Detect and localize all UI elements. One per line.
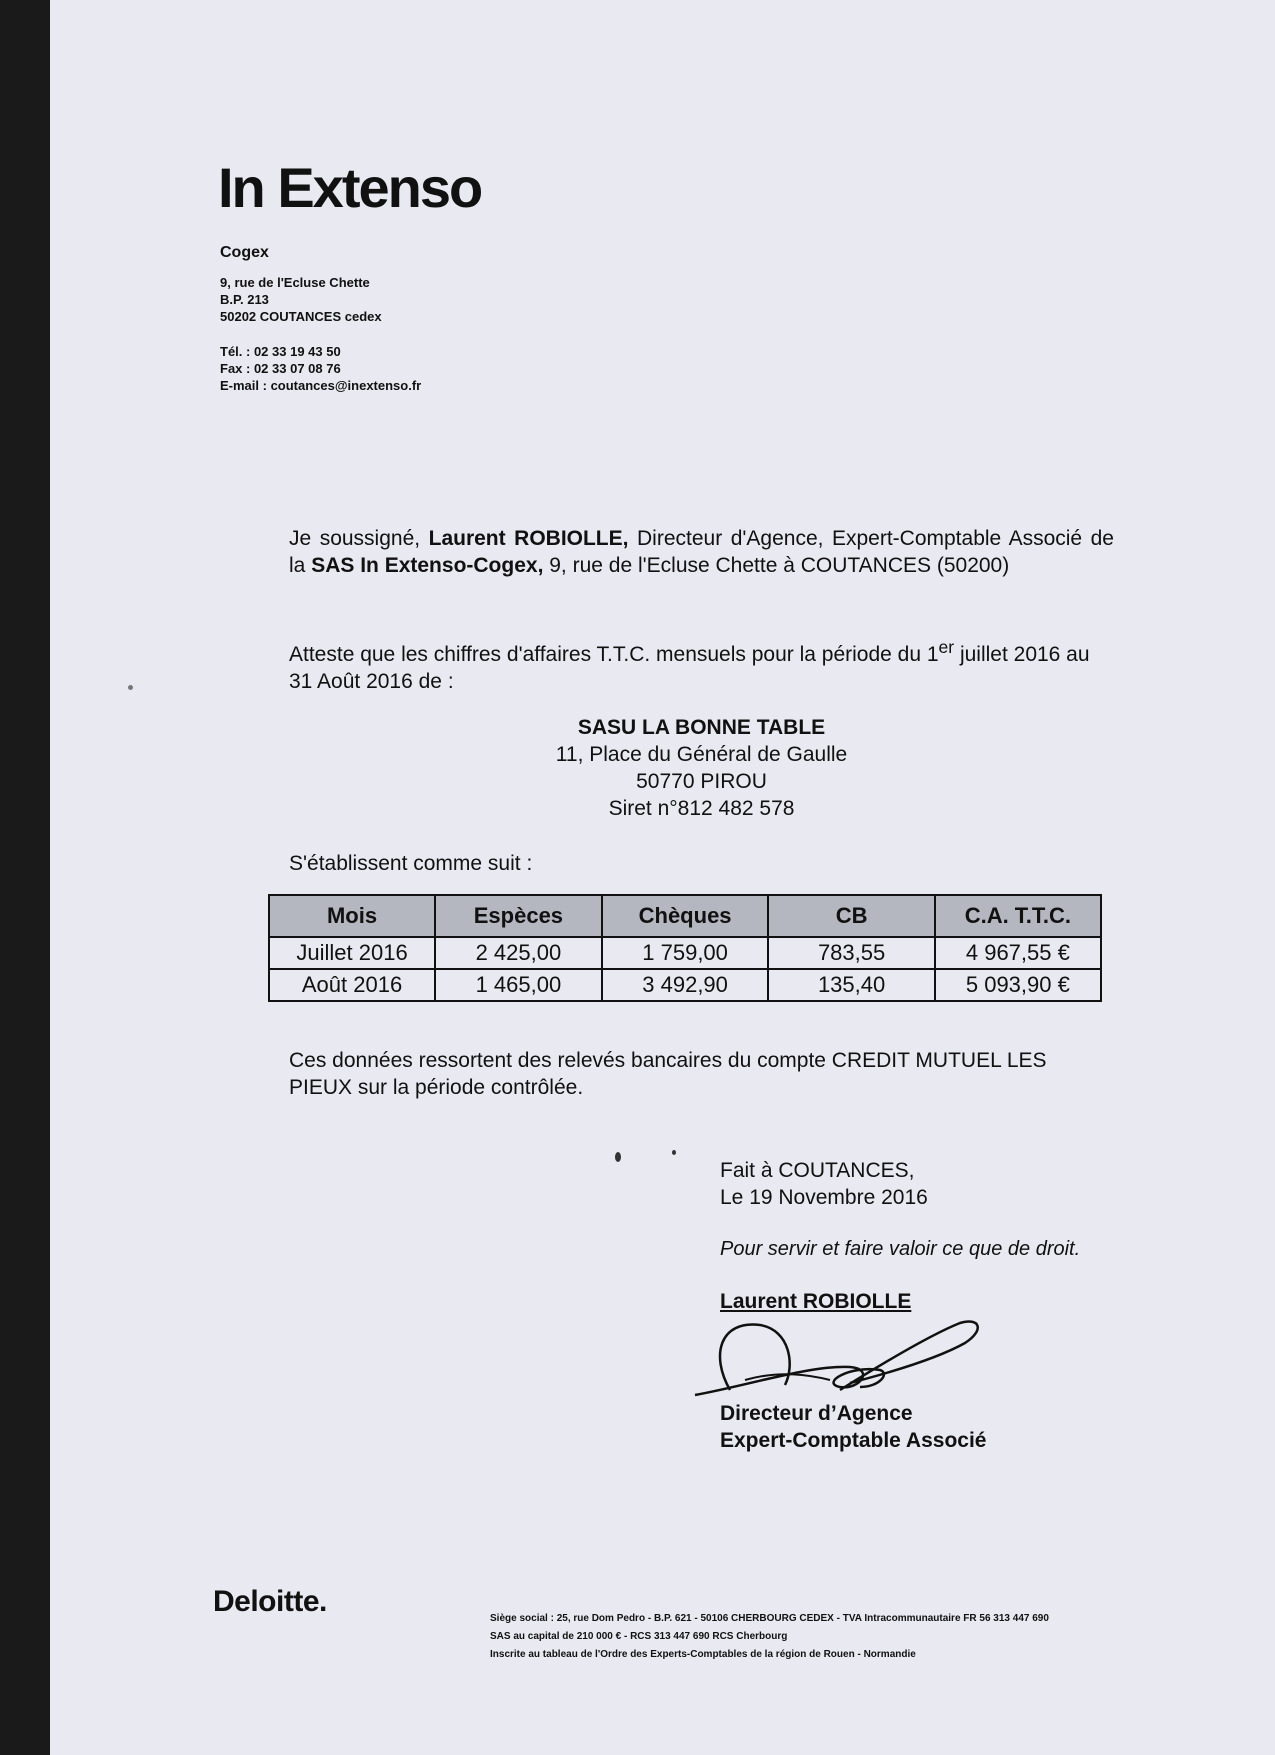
legal-line: Inscrite au tableau de l'Ordre des Experts-Comptables de la région de Rouen - Normandie xyxy=(490,1649,916,1660)
legal-line: Siège social : 25, rue Dom Pedro - B.P. 621 - 50106 CHERBOURG CEDEX - TVA Intracommunautaire FR 56 313 447 690 xyxy=(490,1613,1049,1624)
ink-speck xyxy=(615,1152,621,1162)
signer-name: Laurent ROBIOLLE xyxy=(720,1290,912,1313)
fax: Fax : 02 33 07 08 76 xyxy=(220,361,341,376)
address-line: B.P. 213 xyxy=(220,292,269,307)
client-city: 50770 PIROU xyxy=(636,770,767,793)
source-paragraph: Ces données ressortent des relevés bancaires du compte CREDIT MUTUEL LES PIEUX sur la période contrôlée. xyxy=(289,1049,1047,1099)
cell-cash: 2 425,00 xyxy=(435,937,602,969)
phone: Tél. : 02 33 19 43 50 xyxy=(220,344,341,359)
text: juillet 2016 au 31 Août 2016 de : xyxy=(289,643,1090,693)
place-date xyxy=(720,1157,928,1211)
role-line: Expert-Comptable Associé xyxy=(720,1429,987,1452)
cell-total: 4 967,55 € xyxy=(935,937,1101,969)
table-intro: S'établissent comme suit : xyxy=(289,852,533,875)
signer-name-inline: Laurent ROBIOLLE, xyxy=(428,527,629,550)
table-row xyxy=(269,937,1101,969)
client-street: 11, Place du Général de Gaulle xyxy=(555,743,848,766)
client-name: SASU LA BONNE TABLE xyxy=(577,716,826,739)
superscript: er xyxy=(938,637,955,657)
client-block xyxy=(289,714,1114,822)
ink-speck xyxy=(128,685,133,690)
revenue-table xyxy=(268,894,1102,1002)
cell-month: Août 2016 xyxy=(269,969,435,1001)
col-cash: Espèces xyxy=(435,895,602,937)
cell-cheques: 1 759,00 xyxy=(602,937,769,969)
sender-address xyxy=(220,274,382,325)
text: Je soussigné, xyxy=(289,527,429,550)
sender-contact xyxy=(220,343,421,394)
cell-cash: 1 465,00 xyxy=(435,969,602,1001)
legal-footer xyxy=(490,1610,1049,1664)
attest-paragraph xyxy=(289,634,1114,695)
signer-role xyxy=(720,1400,986,1454)
date: Le 19 Novembre 2016 xyxy=(720,1186,928,1209)
intro-paragraph xyxy=(289,525,1114,579)
address-line: 50202 COUTANCES cedex xyxy=(220,309,382,324)
text: Atteste que les chiffres d'affaires T.T.C. mensuels pour la période du 1 xyxy=(289,643,939,666)
handwritten-signature xyxy=(690,1295,990,1405)
closing-formula: Pour servir et faire valoir ce que de droit. xyxy=(720,1238,1081,1260)
col-month: Mois xyxy=(269,895,435,937)
deloitte-logo: Deloitte. xyxy=(213,1585,327,1618)
org-name: Cogex xyxy=(220,244,269,261)
client-siret: Siret n°812 482 578 xyxy=(608,797,795,820)
cell-card: 783,55 xyxy=(768,937,934,969)
text: 9, rue de l'Ecluse Chette à COUTANCES (50200) xyxy=(543,554,1010,577)
cell-card: 135,40 xyxy=(768,969,934,1001)
brand-logo: In Extenso xyxy=(218,156,482,219)
col-total: C.A. T.T.C. xyxy=(935,895,1101,937)
table-header-row xyxy=(269,895,1101,937)
company-inline: SAS In Extenso-Cogex, xyxy=(311,554,544,577)
address-line: 9, rue de l'Ecluse Chette xyxy=(220,275,370,290)
cell-total: 5 093,90 € xyxy=(935,969,1101,1001)
place: Fait à COUTANCES, xyxy=(720,1159,915,1182)
cell-cheques: 3 492,90 xyxy=(602,969,769,1001)
letter-page xyxy=(50,0,1275,1755)
ink-speck xyxy=(672,1150,676,1155)
email: E-mail : coutances@inextenso.fr xyxy=(220,378,422,393)
table-row xyxy=(269,969,1101,1001)
text: Directeur d'Agence, Expert-Comptable Associé de la xyxy=(289,527,1114,577)
role-line: Directeur d’Agence xyxy=(720,1402,913,1425)
legal-line: SAS au capital de 210 000 € - RCS 313 447 690 RCS Cherbourg xyxy=(490,1631,788,1642)
col-card: CB xyxy=(768,895,934,937)
cell-month: Juillet 2016 xyxy=(269,937,435,969)
col-cheques: Chèques xyxy=(602,895,769,937)
